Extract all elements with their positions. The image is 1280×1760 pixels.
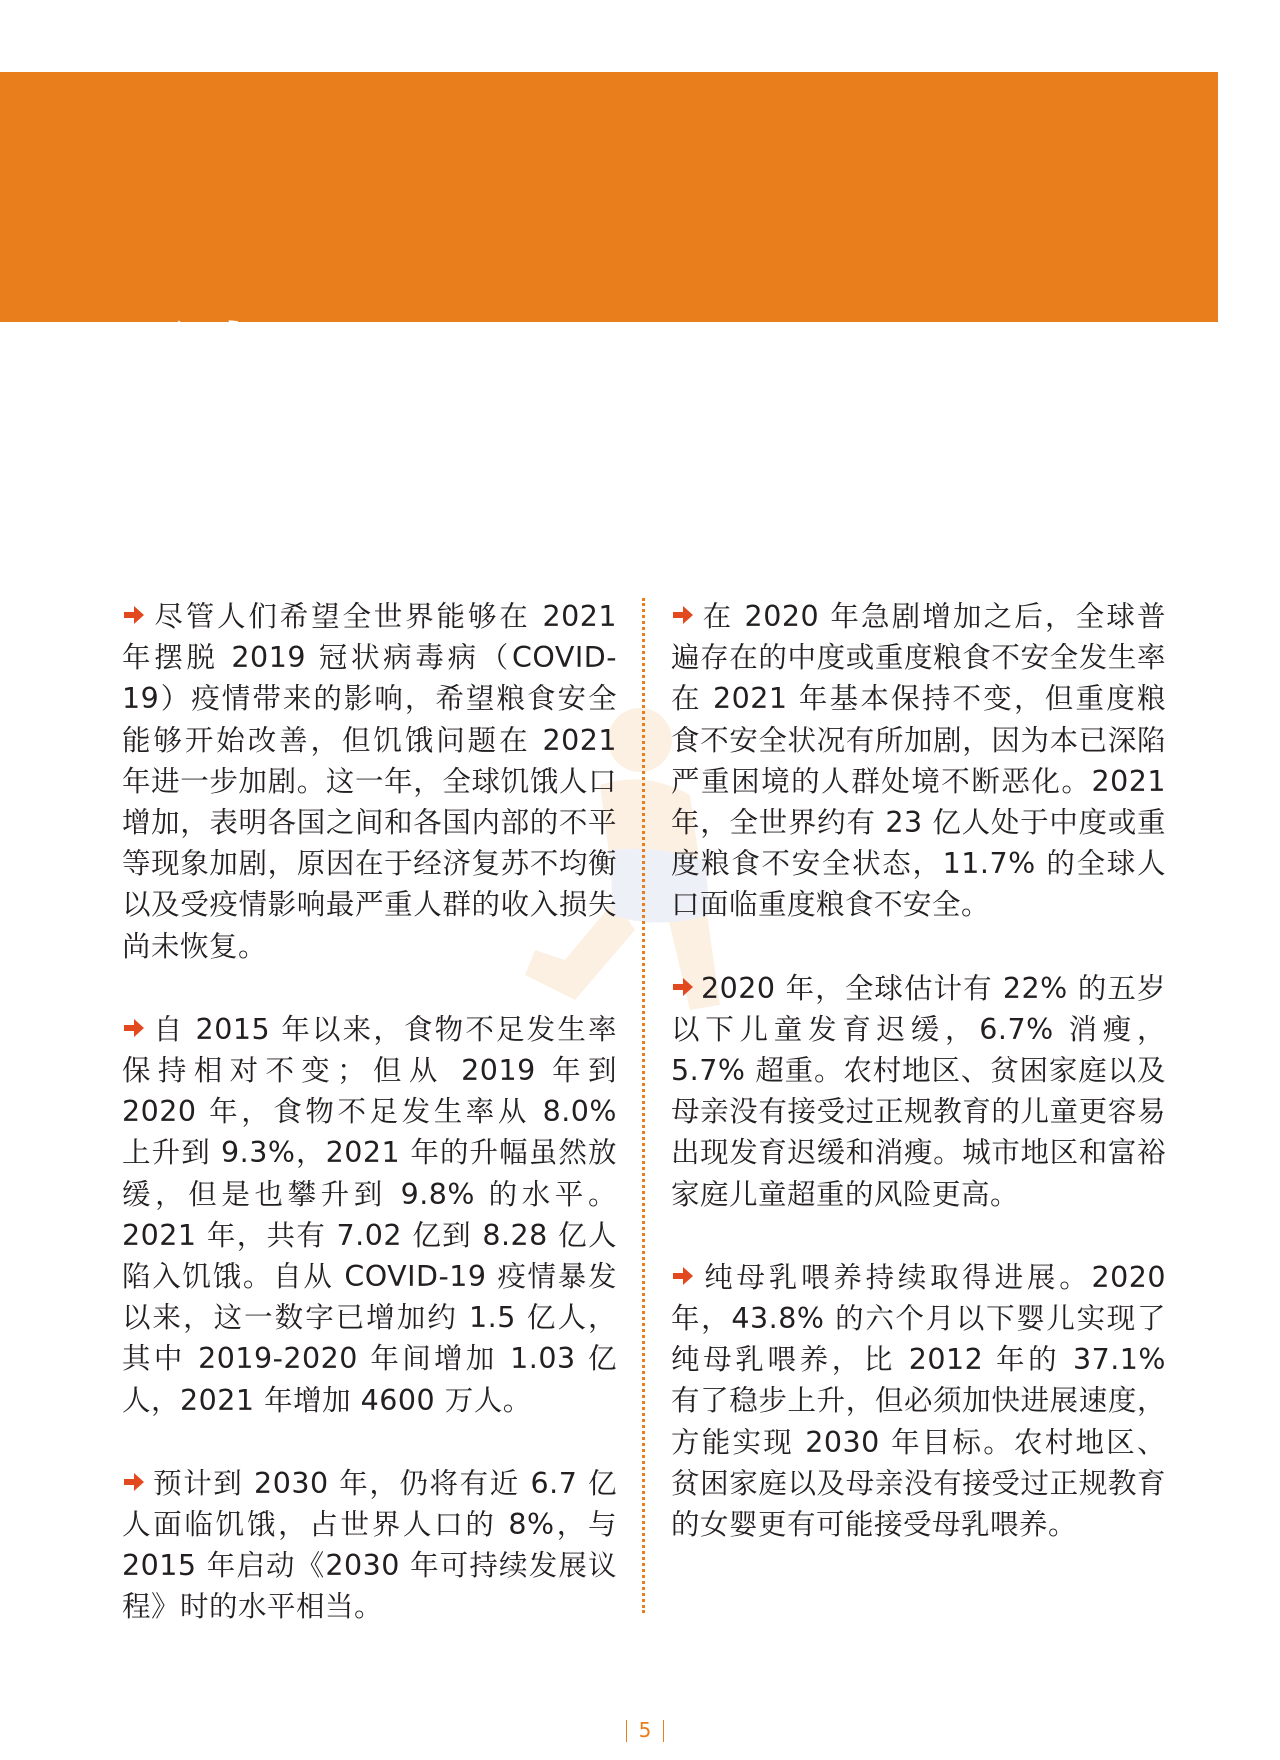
key-message-3 (122, 1463, 617, 1628)
key-message-2 (122, 1009, 617, 1421)
key-message-text: 在 2020 年急剧增加之后，全球普遍存在的中度或重度粮食不安全发生率在 2021 年基本保持不变，但重度粮食不安全状况有所加剧，因为本已深陷严重困境的人群处境不断恶化。2021 年，全世界约有 23 亿人处于中度或重度粮食不安全状态，11.7% 的全球人口面临重度粮食不安全。 (671, 600, 1166, 922)
page-title: 要点 (122, 316, 278, 393)
key-message-text: 2020 年，全球估计有 22% 的五岁以下儿童发育迟缓，6.7% 消瘦，5.7% 超重。农村地区、贫困家庭以及母亲没有接受过正规教育的儿童更容易出现发育迟缓和消瘦。城市地区和富裕家庭儿童超重的风险更高。 (671, 971, 1166, 1211)
arrow-right-icon (122, 1469, 146, 1495)
arrow-right-icon (122, 1015, 146, 1041)
key-message-text: 纯母乳喂养持续取得进展。2020 年，43.8% 的六个月以下婴儿实现了纯母乳喂养，比 2012 年的 37.1% 有了稳步上升，但必须加快进展速度，方能实现 2030 年目标。农村地区、贫困家庭以及母亲没有接受过正规教育的女婴更有可能接受母乳喂养。 (671, 1260, 1166, 1542)
arrow-right-icon (671, 602, 695, 628)
right-column (671, 596, 1166, 1587)
column-divider (642, 598, 645, 1613)
header-banner (0, 72, 1218, 393)
key-message-6 (671, 1257, 1166, 1545)
page-number-bar-right (663, 1720, 664, 1742)
key-message-4 (671, 596, 1166, 926)
arrow-right-icon (671, 974, 695, 1000)
page-number-bar-left (626, 1720, 627, 1742)
key-message-5 (671, 968, 1166, 1215)
page-number (620, 1718, 670, 1742)
page-number-value: 5 (638, 1718, 652, 1742)
arrow-right-icon (671, 1263, 695, 1289)
key-message-text: 预计到 2030 年，仍将有近 6.7 亿人面临饥饿，占世界人口的 8%，与 2015 年启动《2030 年可持续发展议程》时的水平相当。 (122, 1466, 617, 1624)
key-message-text: 尽管人们希望全世界能够在 2021 年摆脱 2019 冠状病毒病（COVID-19）疫情带来的影响，希望粮食安全能够开始改善，但饥饿问题在 2021 年进一步加剧。这一年，全球饥饿人口增加，表明各国之间和各国内部的不平等现象加剧，原因在于经济复苏不均衡以及受疫情影响最严重人群的收入损失尚未恢复。 (122, 600, 617, 963)
left-column (122, 596, 617, 1670)
key-message-text: 自 2015 年以来，食物不足发生率保持相对不变；但从 2019 年到 2020 年，食物不足发生率从 8.0% 上升到 9.3%，2021 年的升幅虽然放缓，但是也攀升到 9.8% 的水平。2021 年，共有 7.02 亿到 8.28 亿人陷入饥饿。自从 COVID-19 疫情暴发以来，这一数字已增加约 1.5 亿人，其中 2019-2020 年间增加 1.03 亿人，2021 年增加 4600 万人。 (122, 1012, 617, 1417)
key-message-1 (122, 596, 617, 967)
arrow-right-icon (122, 602, 146, 628)
